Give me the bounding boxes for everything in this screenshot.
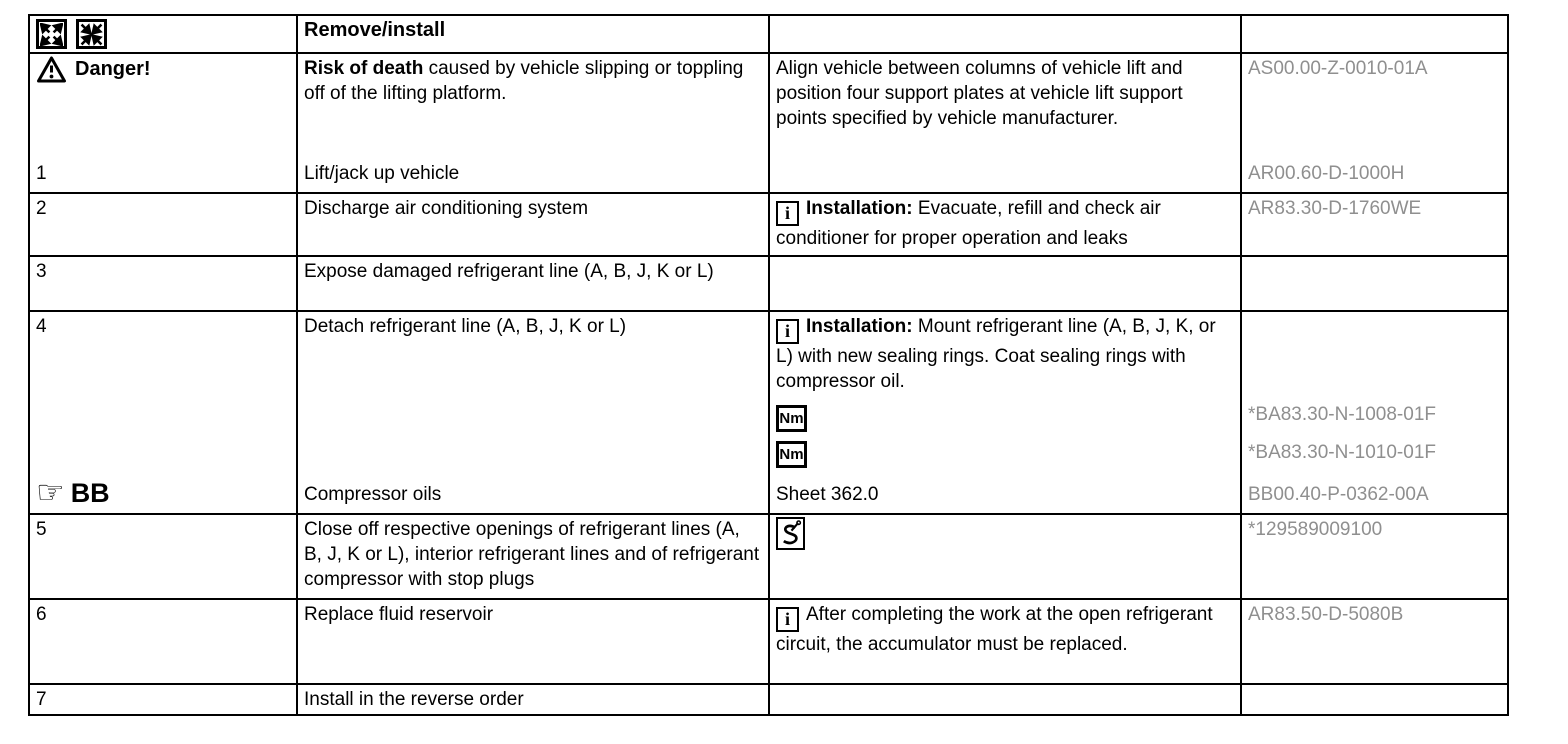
pointing-hand-icon: ☞ <box>36 473 65 511</box>
note-rest: Evacuate, refill and check air conditioner for proper operation and leaks <box>776 198 1161 249</box>
cell-step-code <box>1241 599 1508 684</box>
cell-step4-op <box>297 311 769 514</box>
arrows-out-remove-icon[interactable] <box>36 19 67 49</box>
table-row-step2 <box>29 193 1508 256</box>
step-number: 7 <box>36 689 47 710</box>
danger-note: Align vehicle between columns of vehicle lift and position four support plates at vehicle lift support points specified by vehicle manufacturer. <box>776 58 1183 129</box>
procedure-table <box>28 14 1509 716</box>
table-row-step5 <box>29 514 1508 599</box>
note-bold: Installation: <box>806 198 913 219</box>
info-icon <box>776 607 799 632</box>
table-row-step7 <box>29 684 1508 715</box>
step-operation: Expose damaged refrigerant line (A, B, J, K or L) <box>304 261 714 282</box>
torque-nm-icon <box>776 405 807 432</box>
cell-step-num <box>29 256 297 311</box>
info-icon <box>776 201 799 226</box>
cell-danger-note <box>769 53 1241 193</box>
cell-step-op <box>297 599 769 684</box>
cell-step4-codes <box>1241 311 1508 514</box>
cell-step-note <box>769 256 1241 311</box>
step-number: 6 <box>36 604 47 625</box>
nm-icon-glyph: Nm <box>779 446 804 463</box>
step-number: 3 <box>36 261 47 282</box>
bb-note: Sheet 362.0 <box>776 484 879 505</box>
cell-danger-num <box>29 53 297 193</box>
step-operation: Lift/jack up vehicle <box>304 163 460 184</box>
danger-risk-text <box>304 56 762 106</box>
cell-step-op <box>297 684 769 715</box>
doc-link[interactable]: *BA83.30-N-1008-01F <box>1248 404 1436 425</box>
doc-link[interactable]: *BA83.30-N-1010-01F <box>1248 442 1436 463</box>
info-icon-glyph: i <box>784 609 790 629</box>
doc-link[interactable]: AR00.60-D-1000H <box>1248 163 1405 184</box>
cell-step-code <box>1241 256 1508 311</box>
danger-risk-bold: Risk of death <box>304 58 424 79</box>
cell-step4-note <box>769 311 1241 514</box>
table-row-step3 <box>29 256 1508 311</box>
warning-triangle-icon <box>36 56 67 83</box>
cell-step-num <box>29 684 297 715</box>
cell-step-num <box>29 599 297 684</box>
cell-step4-num <box>29 311 297 514</box>
arrows-in-install-icon[interactable] <box>76 19 107 49</box>
table-title: Remove/install <box>304 19 446 41</box>
cell-step-code <box>1241 514 1508 599</box>
bb-operation: Compressor oils <box>304 484 442 505</box>
info-icon-glyph: i <box>784 321 790 341</box>
danger-risk-rest: caused by vehicle slipping or toppling off of the lifting platform. <box>304 58 744 104</box>
torque-nm-icon <box>776 441 807 468</box>
cell-step-op <box>297 256 769 311</box>
header-icons-cell <box>29 15 297 53</box>
cell-step-note <box>769 684 1241 715</box>
note-rest: Mount refrigerant line (A, B, J, K, or L) with new sealing rings. Coat sealing rings with compressor oil. <box>776 316 1216 392</box>
danger-label: Danger! <box>75 58 151 80</box>
cell-danger-op <box>297 53 769 193</box>
cell-step-note <box>769 599 1241 684</box>
cell-step-code <box>1241 684 1508 715</box>
info-icon-glyph: i <box>784 203 790 223</box>
note-rest: After completing the work at the open refrigerant circuit, the accumulator must be replaced. <box>776 604 1213 655</box>
doc-link[interactable]: BB00.40-P-0362-00A <box>1248 484 1429 505</box>
step-number: 5 <box>36 519 47 540</box>
doc-link[interactable]: AS00.00-Z-0010-01A <box>1248 58 1428 79</box>
step-number: 4 <box>36 316 47 337</box>
cell-step-num <box>29 514 297 599</box>
bb-heading <box>36 473 290 511</box>
cell-step-note <box>769 514 1241 599</box>
bb-label: BB <box>70 478 110 508</box>
cell-step-op <box>297 514 769 599</box>
info-note <box>776 602 1234 657</box>
cell-step-note <box>769 193 1241 256</box>
cell-danger-codes <box>1241 53 1508 193</box>
header-empty-cell <box>769 15 1241 53</box>
table-header-row <box>29 15 1508 53</box>
step-operation: Install in the reverse order <box>304 689 524 710</box>
nm-icon-glyph: Nm <box>779 410 804 427</box>
doc-link[interactable]: *129589009100 <box>1248 519 1383 540</box>
table-row-step6 <box>29 599 1508 684</box>
note-bold: Installation: <box>806 316 913 337</box>
header-title-cell <box>297 15 769 53</box>
special-tool-icon <box>776 517 805 550</box>
installation-note <box>776 314 1234 394</box>
step-number: 2 <box>36 198 47 219</box>
danger-heading <box>36 56 290 83</box>
step-operation: Close off respective openings of refrigerant lines (A, B, J, K or L), interior refrigerant lines and of refrigerant compressor with stop plugs <box>304 519 760 590</box>
step-operation: Discharge air conditioning system <box>304 198 589 219</box>
table-row-step4-bb <box>29 311 1508 514</box>
step-number: 1 <box>36 163 47 184</box>
doc-link[interactable]: AR83.50-D-5080B <box>1248 604 1404 625</box>
installation-note <box>776 196 1234 251</box>
step-operation: Replace fluid reservoir <box>304 604 494 625</box>
table-row-danger-step1 <box>29 53 1508 193</box>
info-icon <box>776 319 799 344</box>
cell-step-num <box>29 193 297 256</box>
step-operation: Detach refrigerant line (A, B, J, K or L) <box>304 316 627 337</box>
header-empty-cell <box>1241 15 1508 53</box>
cell-step-code <box>1241 193 1508 256</box>
cell-step-op <box>297 193 769 256</box>
doc-link[interactable]: AR83.30-D-1760WE <box>1248 198 1422 219</box>
